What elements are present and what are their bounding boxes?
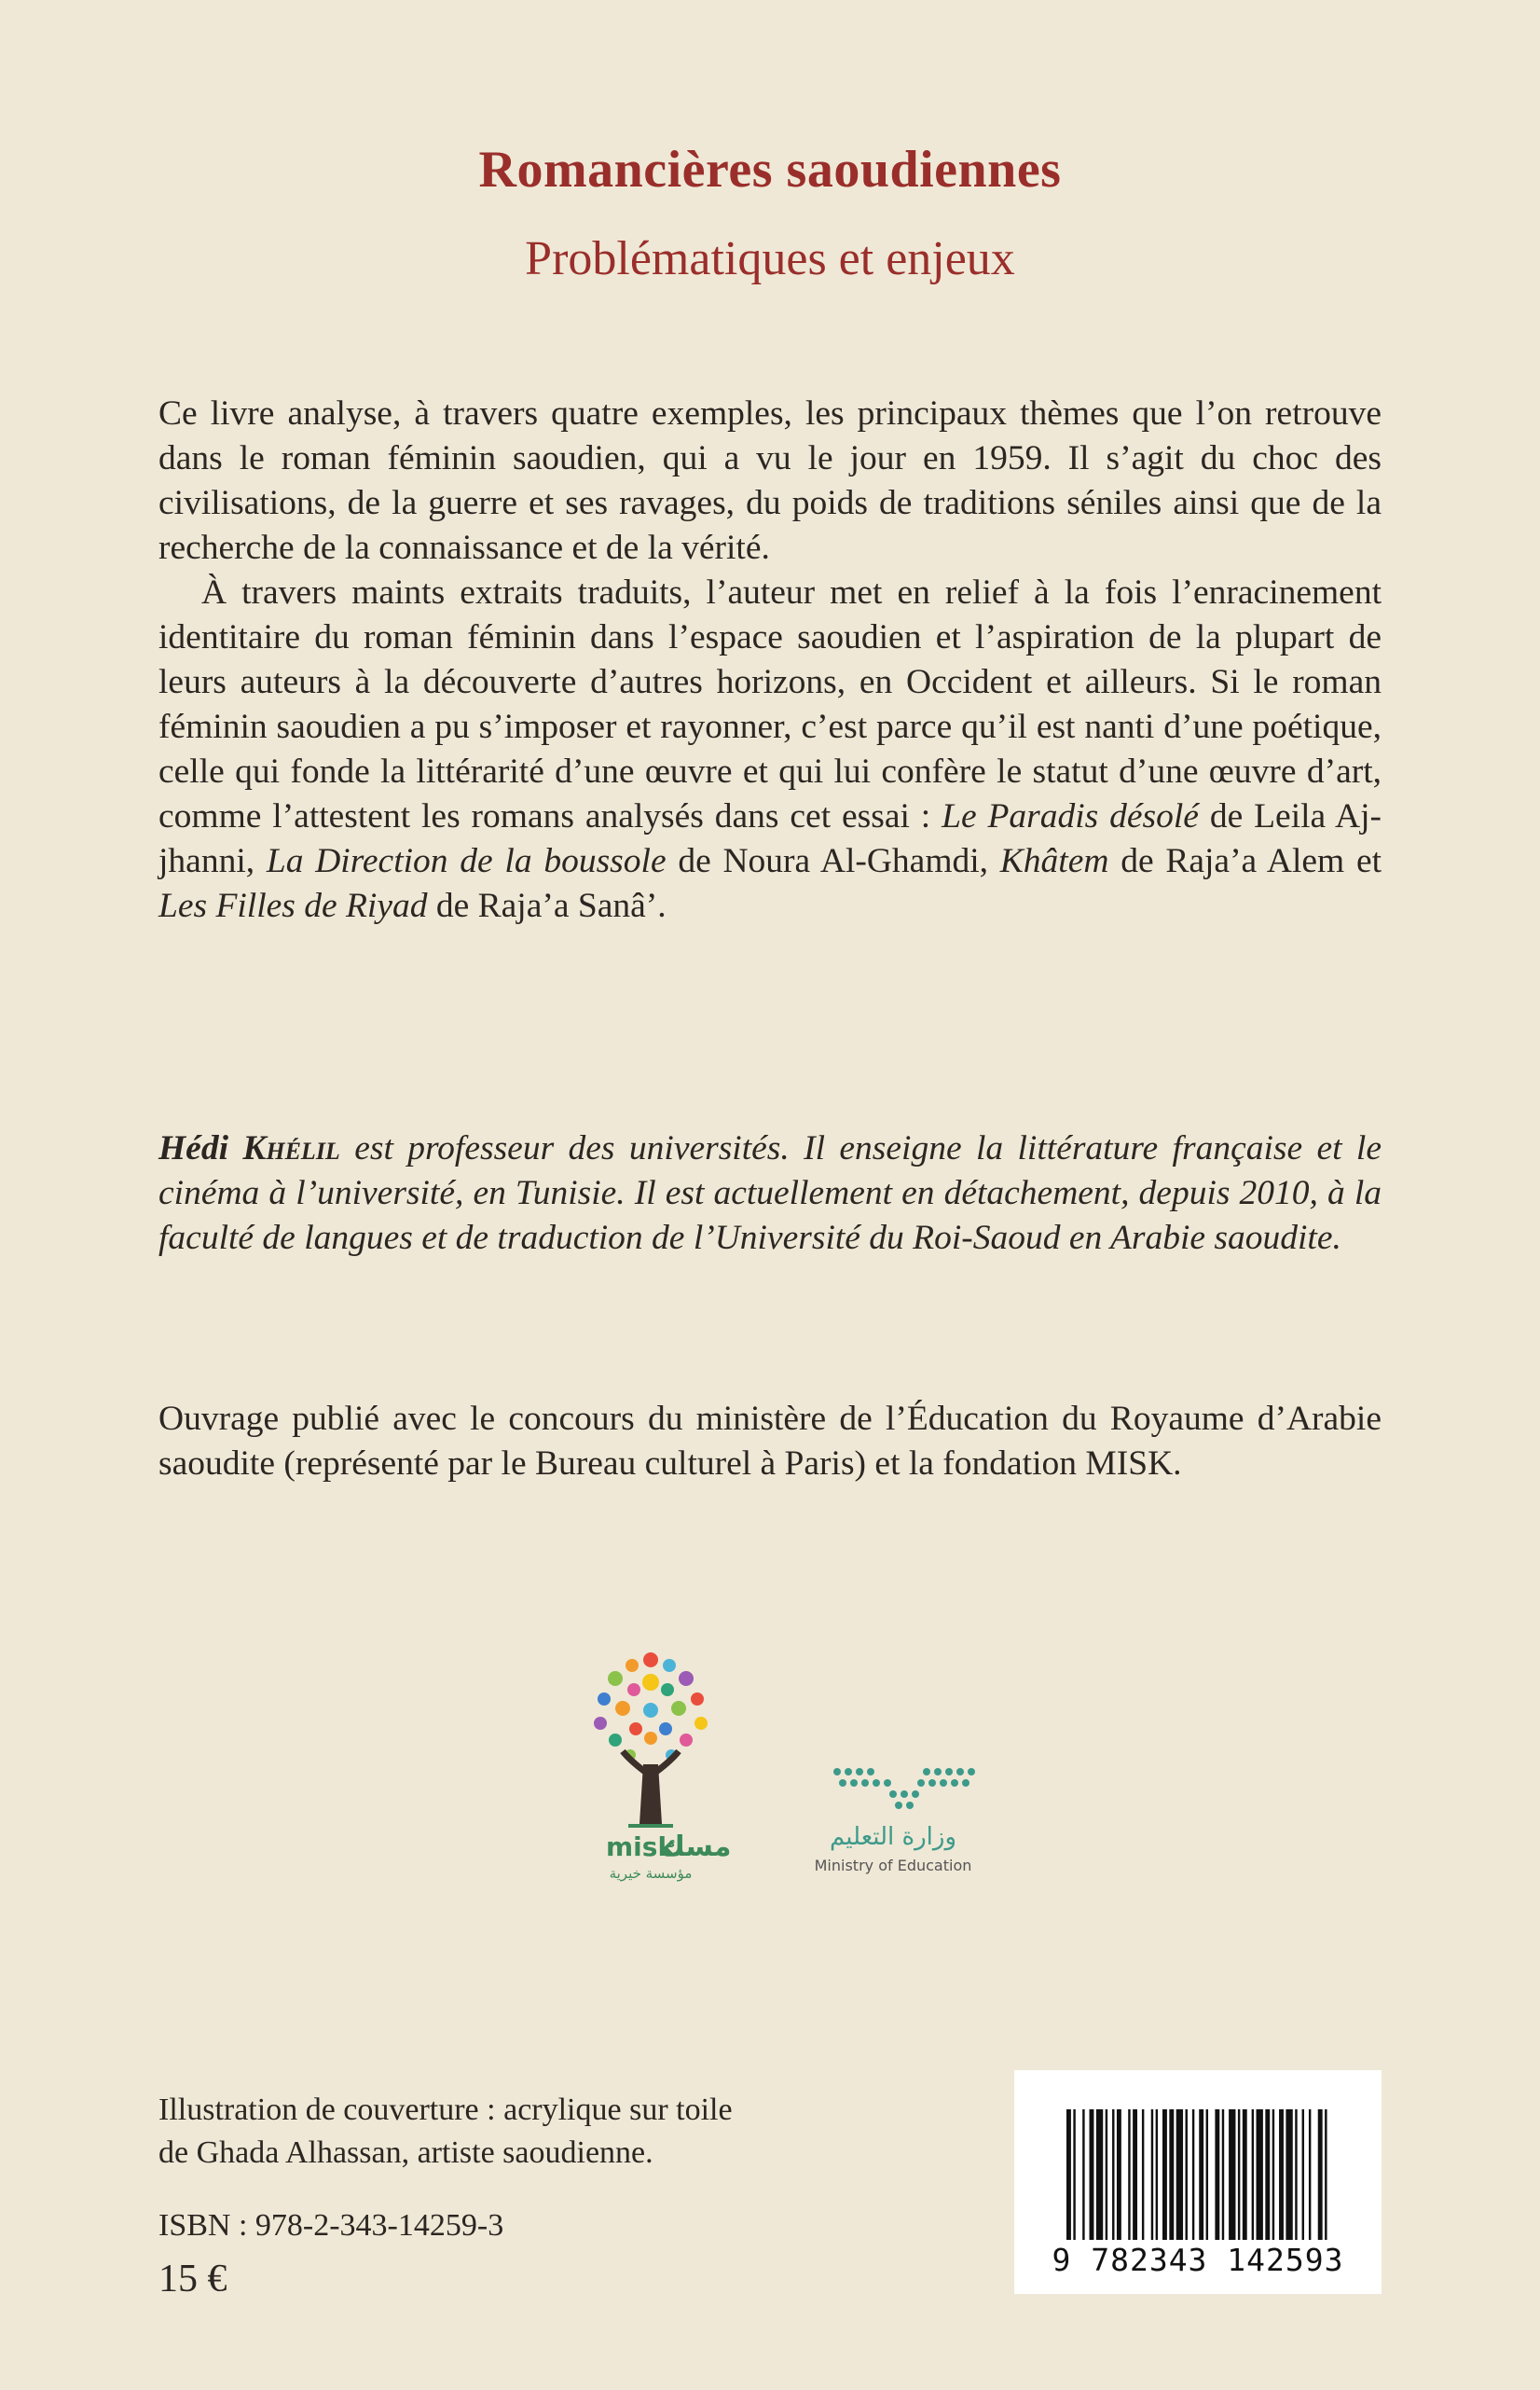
price: 15 € (158, 2258, 227, 2300)
author-first-name: Hédi (158, 1129, 228, 1167)
description-text: de Leila Aj-jhanni, (158, 797, 1382, 880)
description-paragraph-1: Ce livre analyse, à travers quatre exemples, les principaux thèmes que l’on retrouve dans le roman féminin saoudien, qui a vu le jour en 1959. Il s’agit du choc des civilisations, de la guerre et ses ravages, du poids de traditions séniles ainsi que de la recherche de la connaissance et de la vérité. (158, 394, 1382, 567)
barcode-bar (1162, 2109, 1167, 2240)
barcode-bar (1238, 2109, 1240, 2240)
author-last-name: Khélil (242, 1129, 340, 1167)
author-bio (158, 1126, 1382, 1261)
barcode-bar (1206, 2109, 1208, 2240)
illustration-credit-line-2: de Ghada Alhassan, artiste saoudienne. (158, 2135, 653, 2170)
barcode-bar (1090, 2109, 1094, 2240)
illustration-credit-line-1: Illustration de couverture : acrylique sur toile (158, 2093, 733, 2127)
barcode-bar (1192, 2109, 1194, 2240)
barcode-bar (1096, 2109, 1103, 2240)
barcode-bar (1117, 2109, 1121, 2240)
barcode-bar (1128, 2109, 1130, 2240)
barcode-bar (1112, 2109, 1114, 2240)
barcode-bar (1318, 2109, 1323, 2240)
barcode-bar (1199, 2109, 1203, 2240)
barcode-bar (1325, 2109, 1327, 2240)
description-text: À travers maints extraits traduits, l’auteur met en relief à la fois l’enracinement identitaire du roman féminin dans l’espace saoudien et l’aspiration de la plupart de leurs auteurs à la découverte d’autres horizons, en Occident et ailleurs. Si le roman féminin saoudien a pu s’imposer et rayonner, c’est parce qu’il est nanti d’une poétique, celle qui fonde la littérarité d’une œuvre et qui lui confère le statut d’une œuvre d’art, comme l’attestent les romans analysés dans cet essai : (158, 573, 1382, 836)
barcode-bars-icon (1066, 2109, 1329, 2240)
barcode-bar (1066, 2109, 1071, 2240)
barcode-bar (1222, 2109, 1224, 2240)
illustration-credit (158, 2089, 811, 2175)
book-reference-2: La Direction de la boussole (266, 842, 667, 880)
dots-pattern-icon (833, 1768, 975, 1809)
barcode-bar (1082, 2109, 1084, 2240)
barcode-bar (1142, 2109, 1144, 2240)
barcode-bar (1169, 2109, 1174, 2240)
moe-english-label: Ministry of Education (814, 1857, 972, 1874)
barcode-bar (1257, 2109, 1263, 2240)
barcode-bar (1176, 2109, 1183, 2240)
barcode-bar (1286, 2109, 1292, 2240)
barcode-bar (1133, 2109, 1137, 2240)
barcode-digits: 9 782343 142593 (1052, 2242, 1344, 2278)
misk-arabic-label: مسك (659, 1830, 732, 1863)
description-paragraph-2 (158, 571, 1382, 929)
barcode-bar (1272, 2109, 1274, 2240)
barcode-bar (1309, 2109, 1311, 2240)
barcode-bar (1073, 2109, 1075, 2240)
misk-logo (557, 1641, 744, 1884)
publication-note: Ouvrage publié avec le concours du ministère de l’Éducation du Royaume d’Arabie saoudite (représenté par le Bureau culturel à Paris) et la fondation MISK. (158, 1400, 1382, 1483)
barcode-bar (1279, 2109, 1284, 2240)
ministry-of-education-logo (763, 1753, 1005, 1884)
barcode-bar (1252, 2109, 1254, 2240)
isbn: ISBN : 978-2-343-14259-3 (158, 2208, 504, 2243)
barcode-bar (1106, 2109, 1107, 2240)
description-text: de Raja’a Sanâ’. (427, 887, 667, 925)
tree-icon (594, 1652, 708, 1828)
barcode-bar (1215, 2109, 1219, 2240)
book-reference-4: Les Filles de Riyad (158, 887, 428, 925)
moe-arabic-label: وزارة التعليم (829, 1823, 957, 1851)
barcode (1014, 2070, 1382, 2294)
book-subtitle: Problématiques et enjeux (525, 232, 1015, 285)
misk-latin-label: misk (606, 1831, 676, 1862)
barcode-bar (1186, 2109, 1188, 2240)
barcode-bar (1302, 2109, 1304, 2240)
author-bio-text: est professeur des universités. Il enseigne la littérature française et le cinéma à l’université, en Tunisie. Il est actuellement en détachement, depuis 2010, à la faculté de langues et de traduction de l’Université du Roi-Saoud en Arabie saoudite. (158, 1129, 1382, 1257)
barcode-bar (1265, 2109, 1270, 2240)
barcode-bar (1156, 2109, 1158, 2240)
book-reference-1: Le Paradis désolé (942, 797, 1199, 836)
barcode-bar (1151, 2109, 1153, 2240)
description-text: de Noura Al-Ghamdi, (666, 842, 1000, 880)
barcode-bar (1229, 2109, 1235, 2240)
book-reference-3: Khâtem (999, 842, 1109, 880)
misk-arabic-sublabel: مؤسسة خيرية (609, 1865, 693, 1882)
book-description (158, 392, 1382, 929)
barcode-bar (1243, 2109, 1247, 2240)
barcode-bar (1295, 2109, 1297, 2240)
description-text: de Raja’a Alem et (1108, 842, 1382, 880)
book-title: Romancières saoudiennes (478, 141, 1062, 199)
